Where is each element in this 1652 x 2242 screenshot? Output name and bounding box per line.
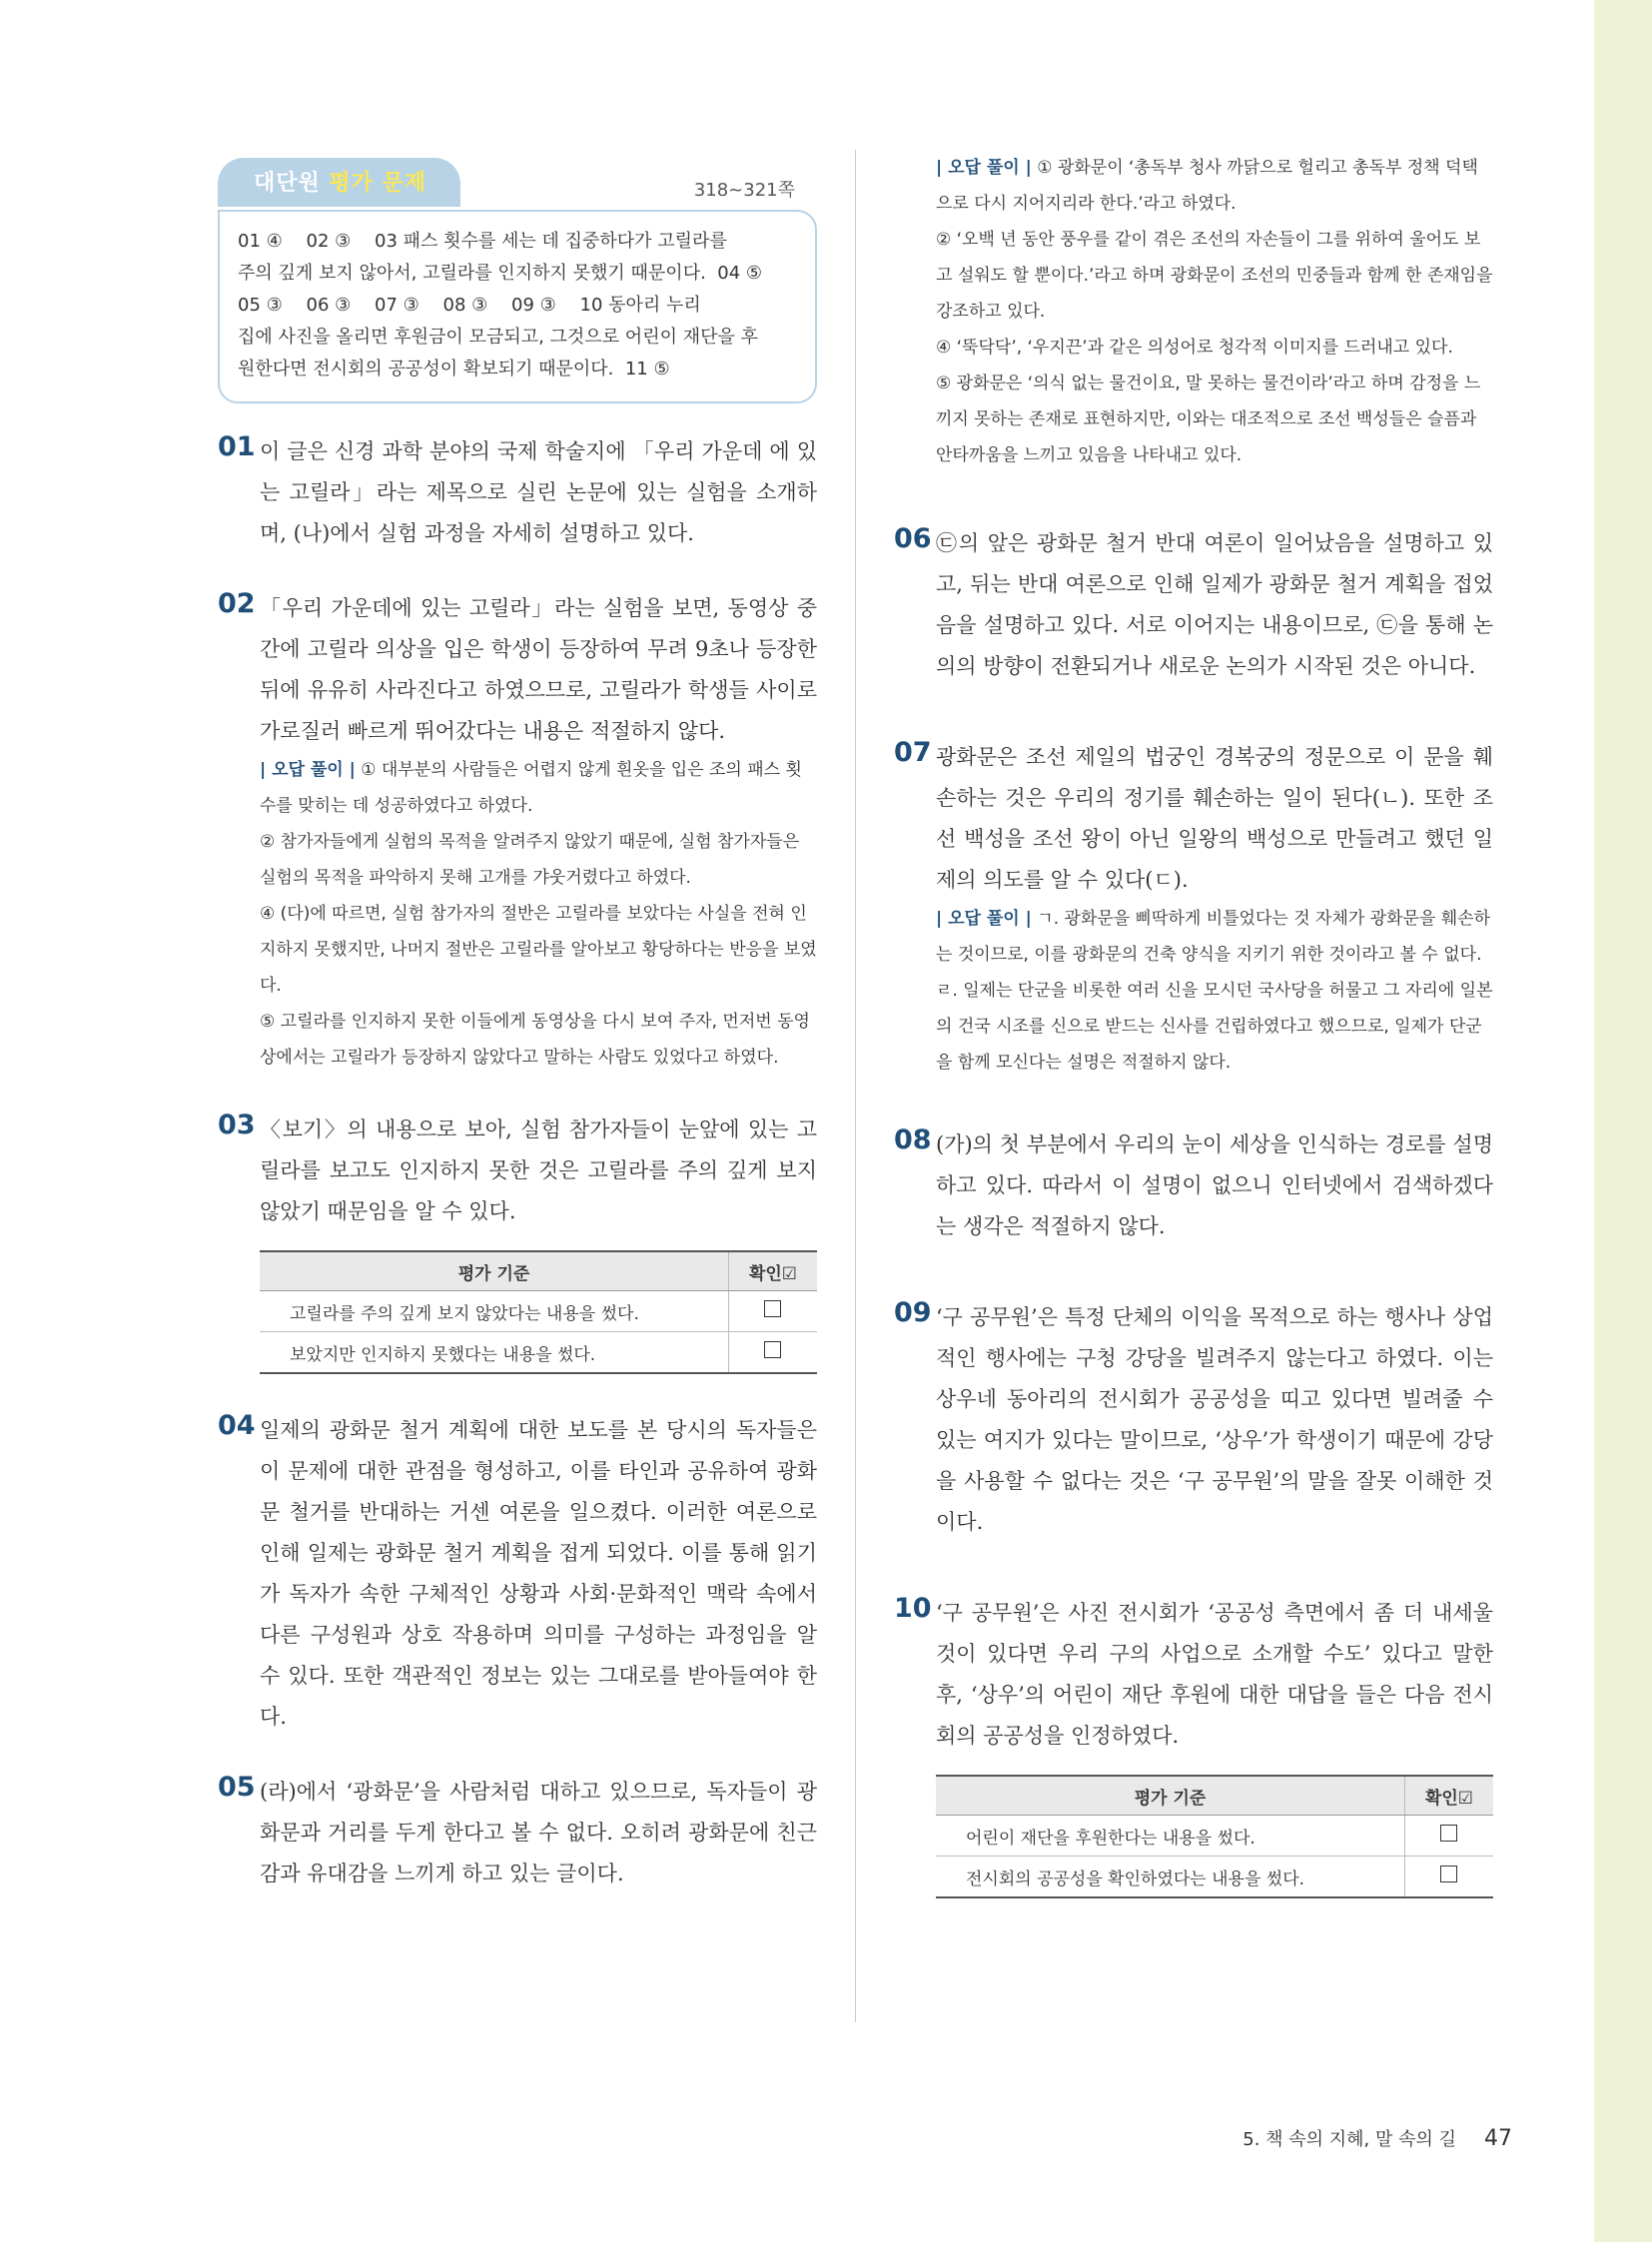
question-06 (894, 523, 1493, 687)
checkbox-cell (729, 1291, 818, 1332)
question-07 (894, 737, 1493, 1081)
note-item: ⑤ 광화문은 ‘의식 없는 물건이요, 말 못하는 물건이라’라고 하며 감정을 느끼지 못하는 존재로 표현하지만, 이와는 대조적으로 조선 백성들은 슬픔과 안타까움을 느끼고 있음을 나타내고 있다. (936, 374, 1481, 465)
answer-line-1 (238, 226, 797, 258)
checkbox-cell (1405, 1816, 1494, 1857)
side-band (1594, 0, 1652, 2242)
note-text: ① 대부분의 사람들은 어렵지 않게 흰옷을 입은 조의 패스 횟수를 맞히는 데 성공하였다고 하였다. (260, 760, 802, 816)
check-header: 확인☑ (729, 1251, 818, 1291)
note-item: ④ (다)에 따르면, 실험 참가자의 절반은 고릴라를 보았다는 사실을 전혀 인지하지 못했지만, 나머지 절반은 고릴라를 알아보고 황당하다는 반응을 보였다. (260, 904, 817, 996)
page-range: 318~321쪽 (693, 180, 795, 201)
answer-line-4: 집에 사진을 올리면 후원금이 모금되고, 그것으로 어린이 재단을 후 (238, 327, 758, 348)
table-row (936, 1816, 1493, 1857)
chapter-title: 5. 책 속의 지혜, 말 속의 길 (1242, 2129, 1456, 2150)
checkbox[interactable] (1440, 1825, 1457, 1842)
answer-item: 08 ③ (442, 295, 488, 316)
checkbox-cell (1405, 1857, 1494, 1898)
checkbox[interactable] (1440, 1866, 1457, 1882)
question-number: 02 (218, 588, 256, 619)
answer-text: 원한다면 전시회의 공공성이 확보되기 때문이다. (238, 359, 614, 379)
question-number: 06 (894, 523, 932, 554)
note-item: ④ ‘뚝닥닥’, ‘우지끈’과 같은 의성어로 청각적 이미지를 드러내고 있다. (936, 338, 1453, 358)
tab-text-1: 대단원 (254, 171, 330, 196)
note-label: | 오답 풀이 | (260, 760, 356, 780)
table-row (260, 1332, 817, 1374)
question-text: 일제의 광화문 철거 계획에 대한 보도를 본 당시의 독자들은 이 문제에 대한 관점을 형성하고, 이를 타인과 공유하여 광화문 철거를 반대하는 거센 여론을 일으켰다. 이러한 여론으로 인해 일제는 광화문 철거 계획을 접게 되었다. 이를 통해 읽기가 독자가 속한 구체적인 상황과 사회·문화적인 맥락 속에서 다른 구성원과 상호 작용하며 의미를 구성하는 과정임을 알 수 있다. 또한 객관적인 정보는 있는 그대로를 받아들여야 한다. (260, 1418, 817, 1729)
question-number: 10 (894, 1593, 932, 1624)
criteria-table (936, 1775, 1493, 1898)
note-item: ㄹ. 일제는 단군을 비롯한 여러 신을 모시던 국사당을 허물고 그 자리에 일본의 건국 시조를 신으로 받드는 신사를 건립하였다고 했으므로, 일제가 단군을 함께 모신다는 설명은 적절하지 않다. (936, 981, 1493, 1073)
wrong-answer-note-05 (894, 150, 1493, 473)
note-item: ⑤ 고릴라를 인지하지 못한 이들에게 동영상을 다시 보여 주자, 먼저번 동영상에서는 고릴라가 등장하지 않았다고 말하는 사람도 있었다고 하였다. (260, 1012, 810, 1068)
question-number: 04 (218, 1410, 256, 1441)
question-number: 07 (894, 737, 932, 768)
checkbox[interactable] (764, 1300, 781, 1317)
table-row (260, 1291, 817, 1332)
note-item: ② ‘오백 년 동안 풍우를 같이 겪은 조선의 자손들이 그를 위하여 울어도 보고 설워도 할 뿐이다.’라고 하며 광화문이 조선의 민중들과 함께 한 존재임을 강조하고 있다. (936, 230, 1493, 322)
answer-line-5 (238, 354, 797, 385)
table-row (936, 1857, 1493, 1898)
question-number: 05 (218, 1772, 256, 1803)
column-divider (855, 150, 856, 2022)
question-text: ㉢의 앞은 광화문 철거 반대 여론이 일어났음을 설명하고 있고, 뒤는 반대 여론으로 인해 일제가 광화문 철거 계획을 접었음을 설명하고 있다. 서로 이어지는 내용이므로, ㉢을 통해 논의의 방향이 전환되거나 새로운 논의가 시작된 것은 아니다. (936, 531, 1493, 678)
criteria-cell: 고릴라를 주의 깊게 보지 않았다는 내용을 썼다. (260, 1291, 729, 1332)
tab-text-2: 평가 문제 (329, 171, 427, 196)
wrong-answer-note (218, 752, 817, 1076)
criteria-cell: 보았지만 인지하지 못했다는 내용을 썼다. (260, 1332, 729, 1374)
question-text: 이 글은 신경 과학 분야의 국제 학술지에 「우리 가운데 에 있는 고릴라」라는 제목으로 실린 논문에 있는 실험을 소개하며, (나)에서 실험 과정을 자세히 설명하고 있다. (260, 439, 817, 545)
question-text: ‘구 공무원’은 특정 단체의 이익을 목적으로 하는 행사나 상업적인 행사에는 구청 강당을 빌려주지 않는다고 하였다. 이는 상우네 동아리의 전시회가 공공성을 띠고 있다면 빌려줄 수 있는 여지가 있다는 말이므로, ‘상우’가 학생이기 때문에 강당을 사용할 수 없다는 것은 ‘구 공무원’의 말을 잘못 이해한 것이다. (936, 1305, 1493, 1534)
answer-item: 01 ④ (238, 231, 283, 252)
answer-item: 06 ③ (306, 295, 352, 316)
note-label: | 오답 풀이 | (936, 909, 1032, 929)
section-tab (218, 158, 460, 207)
answer-item: 05 ③ (238, 295, 283, 316)
question-text: ‘구 공무원’은 사진 전시회가 ‘공공성 측면에서 좀 더 내세울 것이 있다면 우리 구의 사업으로 소개할 수도’ 있다고 말한 후, ‘상우’의 어린이 재단 후원에 대한 대답을 들은 다음 전시회의 공공성을 인정하였다. (936, 1601, 1493, 1748)
page-number: 47 (1484, 2126, 1512, 2151)
section-header (218, 158, 817, 212)
note-text: ㄱ. 광화문을 삐딱하게 비틀었다는 것 자체가 광화문을 훼손하는 것이므로, 이를 광화문의 건축 양식을 지키기 위한 것이라고 볼 수 없다. (936, 909, 1491, 965)
question-09 (894, 1297, 1493, 1543)
question-text: (라)에서 ‘광화문’을 사람처럼 대하고 있으므로, 독자들이 광화문과 거리를 두게 한다고 볼 수 없다. 오히려 광화문에 친근감과 유대감을 느끼게 하고 있는 글이다. (260, 1780, 817, 1885)
note-item (936, 901, 1493, 973)
note-label: | 오답 풀이 | (936, 158, 1032, 178)
question-number: 09 (894, 1297, 932, 1328)
note-item (260, 752, 817, 824)
note-item (936, 150, 1493, 222)
question-number: 01 (218, 431, 256, 462)
question-04 (218, 1410, 817, 1738)
question-08 (894, 1124, 1493, 1247)
question-text: 「우리 가운데에 있는 고릴라」라는 실험을 보면, 동영상 중간에 고릴라 의상을 입은 학생이 등장하여 무려 9초나 등장한 뒤에 유유히 사라진다고 하였으므로, 고릴라가 학생들 사이로 가로질러 빠르게 뛰어갔다는 내용은 적절하지 않다. (260, 596, 817, 743)
answer-item: 02 ③ (306, 231, 352, 252)
question-01 (218, 431, 817, 554)
right-column (894, 150, 1493, 1898)
answer-item: 07 ③ (375, 295, 419, 316)
question-number: 03 (218, 1110, 256, 1140)
answer-key-box (218, 210, 817, 403)
question-05 (218, 1772, 817, 1894)
answer-text: 주의 깊게 보지 않아서, 고릴라를 인지하지 못했기 때문이다. (238, 263, 706, 284)
check-header: 확인☑ (1405, 1776, 1494, 1816)
criteria-cell: 어린이 재단을 후원한다는 내용을 썼다. (936, 1816, 1405, 1857)
criteria-cell: 전시회의 공공성을 확인하였다는 내용을 썼다. (936, 1857, 1405, 1898)
note-item: ② 참가자들에게 실험의 목적을 알려주지 않았기 때문에, 실험 참가자들은 실험의 목적을 파악하지 못해 고개를 갸웃거렸다고 하였다. (260, 832, 800, 888)
wrong-answer-note (894, 901, 1493, 1081)
question-03 (218, 1110, 817, 1374)
question-02 (218, 588, 817, 1076)
answer-item: 03 패스 횟수를 세는 데 집중하다가 고릴라를 (375, 231, 727, 252)
question-text: 광화문은 조선 제일의 법궁인 경복궁의 정문으로 이 문을 훼손하는 것은 우리의 정기를 훼손하는 일이 된다(ㄴ). 또한 조선 백성을 조선 왕이 아닌 일왕의 백성으로 만들려고 했던 일제의 의도를 알 수 있다(ㄷ). (936, 745, 1493, 892)
criteria-header: 평가 기준 (936, 1776, 1405, 1816)
answer-line-2 (238, 258, 797, 290)
question-text: 〈보기〉의 내용으로 보아, 실험 참가자들이 눈앞에 있는 고릴라를 보고도 인지하지 못한 것은 고릴라를 주의 깊게 보지 않았기 때문임을 알 수 있다. (260, 1118, 817, 1223)
answer-item: 04 ⑤ (717, 263, 763, 284)
left-column (218, 158, 817, 1894)
answer-item: 10 동아리 누리 (579, 295, 701, 316)
question-10 (894, 1593, 1493, 1898)
answer-item: 09 ③ (511, 295, 556, 316)
checkbox-cell (729, 1332, 818, 1374)
criteria-table (260, 1250, 817, 1374)
criteria-header: 평가 기준 (260, 1251, 729, 1291)
answer-line-3 (238, 290, 797, 322)
answer-item: 11 ⑤ (624, 359, 670, 379)
checkbox[interactable] (764, 1341, 781, 1358)
question-text: (가)의 첫 부분에서 우리의 눈이 세상을 인식하는 경로를 설명하고 있다. 따라서 이 설명이 없으니 인터넷에서 검색하겠다는 생각은 적절하지 않다. (936, 1132, 1493, 1238)
question-number: 08 (894, 1124, 932, 1155)
note-text: ① 광화문이 ‘총독부 청사 까닭으로 헐리고 총독부 정책 덕택으로 다시 지어지리라 한다.’라고 하였다. (936, 158, 1478, 214)
page-footer (1242, 2125, 1512, 2151)
